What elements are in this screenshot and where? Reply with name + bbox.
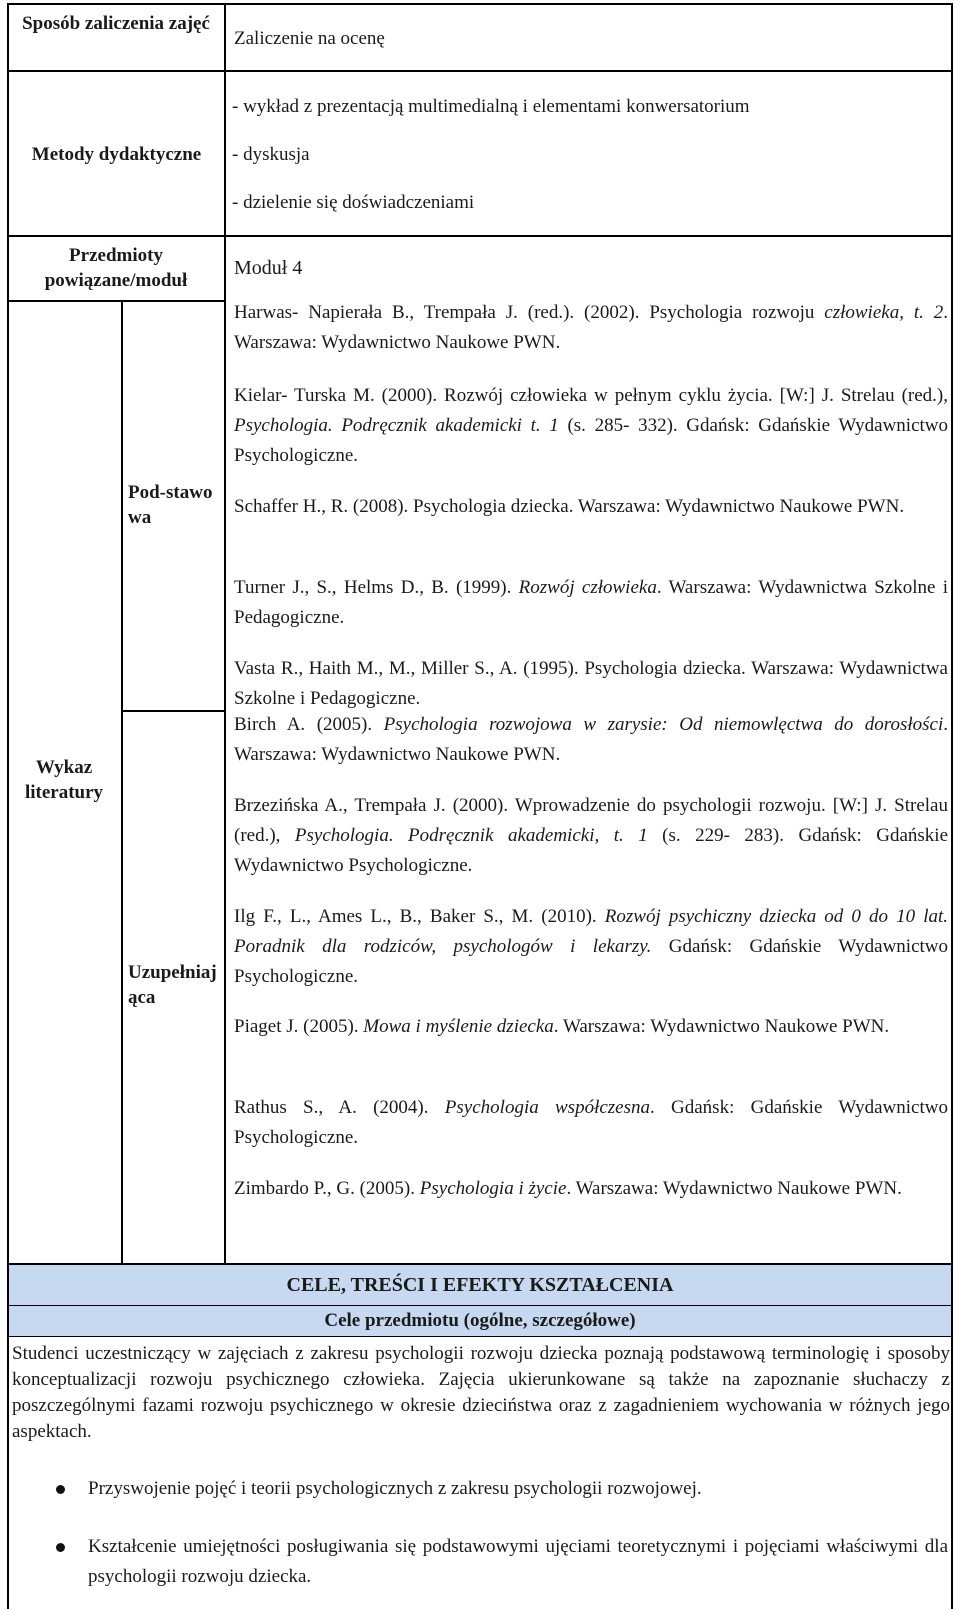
table-border-top xyxy=(7,3,953,5)
bullet-icon xyxy=(56,1485,65,1494)
ref-text: . Warszawa: Wydawnictwo Naukowe PWN. xyxy=(234,714,948,765)
section-subtitle: Cele przedmiotu (ogólne, szczegółowe) xyxy=(7,1306,953,1336)
metody-item: - wykład z prezentacją multimedialną i elementami konwersatorium xyxy=(232,96,750,117)
ref-text: . Warszawa: Wydawnictwo Naukowe PWN. xyxy=(566,1178,902,1199)
ref-title: Rozwój człowieka xyxy=(518,577,657,598)
table-divider-row1 xyxy=(7,70,953,72)
bullet-icon xyxy=(56,1543,65,1552)
ref-text: Turner J., S., Helms D., B. (1999). xyxy=(234,577,519,598)
metody-dydaktyczne-label: Metody dydaktyczne xyxy=(31,144,202,165)
literature-entry xyxy=(234,573,948,633)
literature-entry xyxy=(234,902,948,992)
table-divider-row3 xyxy=(7,300,226,302)
ref-text: Piaget J. (2005). xyxy=(234,1016,364,1037)
ref-text: (s. 285- 332). Gdańsk: Gdańskie Wydawnictwo Psychologiczne. xyxy=(234,415,949,466)
uzupelniajaca-label: Uzupełniająca xyxy=(128,962,217,1008)
wykaz-literatury-label: Wykaz literatury xyxy=(24,757,104,803)
ref-text: Rathus S., A. (2004). xyxy=(234,1097,445,1118)
table-divider-subcol xyxy=(121,300,123,1265)
podstawowa-label: Pod-stawowa xyxy=(128,482,213,528)
ref-text: Zimbardo P., G. (2005). xyxy=(234,1178,420,1199)
table-divider-row2 xyxy=(7,235,953,237)
ref-title: Psychologia i życie xyxy=(419,1178,567,1199)
literature-entry xyxy=(234,654,948,714)
ref-title: Psychologia rozwojowa w zarysie: Od niemowlęctwa do dorosłości xyxy=(383,714,944,735)
ref-text: Harwas- Napierała B., Trempała J. (red.). (2002). Psychologia rozwoju xyxy=(234,302,825,323)
ref-text: Schaffer H., R. (2008). Psychologia dziecka. Warszawa: Wydawnictwo Naukowe PWN. xyxy=(234,496,905,517)
goals-paragraph: Studenci uczestniczący w zajęciach z zakresu psychologii rozwoju dziecka poznają podstawową terminologię i sposoby konceptualizacji rozwoju psychicznego człowieka. Zajęcia ukierunkowane są także na zapoznanie słuchaczy z poszczególnymi fazami rozwoju psychicznego w okresie dzieciństwa oraz z zagadnieniem wychowania w różnych jego aspektach. xyxy=(12,1343,950,1442)
table-border-left xyxy=(7,3,9,1265)
ref-title: Psychologia. Podręcznik akademicki, t. 1 xyxy=(294,825,648,846)
literature-entry xyxy=(234,791,948,881)
literature-entry xyxy=(234,1012,948,1042)
table-divider-subrow xyxy=(121,710,226,712)
ref-text: . Warszawa: Wydawnictwa Szkolne i Pedagogiczne. xyxy=(234,577,948,628)
section-banner-title: CELE, TREŚCI I EFEKTY KSZTAŁCENIA xyxy=(7,1265,953,1305)
bullet-text: Przyswojenie pojęć i teorii psychologicznych z zakresu psychologii rozwojowej. xyxy=(88,1478,702,1499)
ref-text: Kielar- Turska M. (2000). Rozwój człowieka w pełnym cyklu życia. [W:] J. Strelau (red.), xyxy=(234,385,948,406)
literature-entry xyxy=(234,492,948,522)
ref-text: Brzezińska A., Trempała J. (2000). Wprowadzenie do psychologii rozwoju. [W:] J. Strelau (red.), xyxy=(234,795,948,846)
ref-title: człowieka, t. 2 xyxy=(824,302,944,323)
metody-item: - dyskusja xyxy=(232,144,310,165)
literature-entry xyxy=(234,1093,948,1153)
literature-entry xyxy=(234,381,948,471)
ref-title: Psychologia. Podręcznik akademicki t. 1 xyxy=(234,415,559,436)
ref-title: Rozwój psychiczny dziecka od 0 do 10 lat. Poradnik dla rodziców, psychologów i lekarzy. xyxy=(234,906,949,957)
ref-text: Gdańsk: Gdańskie Wydawnictwo Psychologiczne. xyxy=(234,936,949,987)
literature-entry xyxy=(234,1174,948,1204)
ref-text: (s. 229- 283). Gdańsk: Gdańskie Wydawnictwo Psychologiczne. xyxy=(234,825,949,876)
sposob-zaliczenia-value: Zaliczenie na ocenę xyxy=(234,28,385,49)
przedmioty-powiazane-label: Przedmioty powiązane/moduł xyxy=(44,245,188,291)
literature-entry xyxy=(234,298,948,358)
literature-entry xyxy=(234,710,948,770)
ref-title: Psychologia współczesna xyxy=(444,1097,650,1118)
sposob-zaliczenia-label: Sposób zaliczenia zajęć xyxy=(22,13,210,34)
subtitle-divider xyxy=(7,1336,953,1337)
ref-text: Vasta R., Haith M., M., Miller S., A. (1995). Psychologia dziecka. Warszawa: Wydawnictwa Szkolne i Pedagogiczne. xyxy=(234,658,948,709)
table-border-right xyxy=(951,3,953,1265)
section-border-left xyxy=(7,1336,9,1609)
ref-text: . Warszawa: Wydawnictwo Naukowe PWN. xyxy=(553,1016,890,1037)
ref-text: Ilg F., L., Ames L., B., Baker S., M. (2010). xyxy=(234,906,605,927)
ref-text: . Warszawa: Wydawnictwo Naukowe PWN. xyxy=(234,302,948,353)
section-border-right xyxy=(951,1336,953,1609)
przedmioty-powiazane-value: Moduł 4 xyxy=(234,257,303,279)
metody-item: - dzielenie się doświadczeniami xyxy=(232,192,475,213)
table-divider-col1 xyxy=(224,3,226,1265)
ref-text: Birch A. (2005). xyxy=(234,714,384,735)
ref-text: . Gdańsk: Gdańskie Wydawnictwo Psychologiczne. xyxy=(234,1097,948,1148)
bullet-text: Kształcenie umiejętności posługiwania się podstawowymi ujęciami teoretycznymi i pojęciami właściwymi dla psychologii rozwoju dziecka. xyxy=(88,1536,948,1587)
ref-title: Mowa i myślenie dziecka xyxy=(363,1016,554,1037)
